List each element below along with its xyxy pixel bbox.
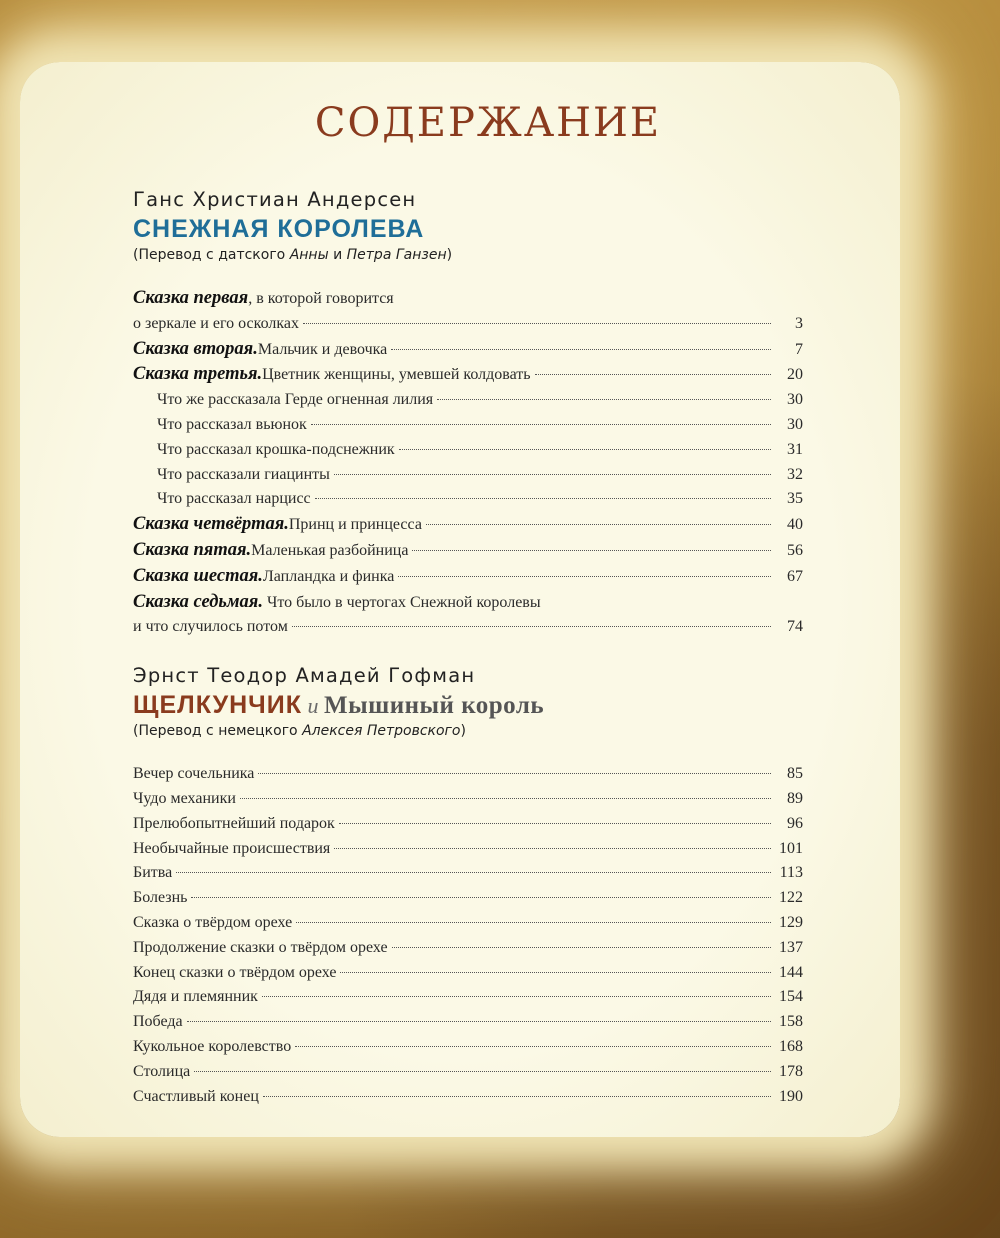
table-of-contents (133, 100, 803, 1109)
translator-name: Анны (289, 247, 329, 263)
dot-leader (311, 424, 771, 425)
dot-leader (437, 399, 771, 400)
page-number: 85 (787, 765, 803, 783)
chapter-title: Чудо механики (133, 789, 236, 807)
toc-entry[interactable] (133, 286, 803, 337)
subentry-title: Что рассказали гиацинты (157, 465, 330, 483)
chapter-title: Необычайные происшествия (133, 839, 331, 857)
toc-entry[interactable] (133, 512, 803, 538)
chapter-title: Вечер сочельника (133, 765, 255, 783)
translation-mid: и (328, 247, 347, 263)
subentry-title: Что рассказал вьюнок (157, 415, 307, 433)
chapter-title: Прелюбопытнейший подарок (133, 814, 335, 832)
toc-entry[interactable] (133, 1035, 803, 1060)
dot-leader (258, 773, 771, 774)
toc-subentry[interactable] (133, 438, 803, 463)
author-name: Ганс Христиан Андерсен (133, 188, 417, 211)
page-number: 89 (787, 789, 803, 807)
chapter-title: Лапландка и финка (262, 567, 395, 585)
chapter-title: , в которой говорится (248, 290, 394, 307)
subentry-title: Что рассказал нарцисс (157, 490, 311, 508)
toc-entry[interactable] (133, 1010, 803, 1035)
subentry-title: Что рассказал крошка-подснежник (157, 440, 395, 458)
toc-entry[interactable] (133, 911, 803, 936)
page-number: 20 (787, 366, 803, 384)
chapter-title: Конец сказки о твёрдом орехе (133, 963, 337, 981)
dot-leader (315, 498, 771, 499)
toc-entry[interactable] (133, 337, 803, 363)
translation-suffix: ) (460, 723, 466, 740)
translation-prefix: (Перевод с немецкого (133, 723, 303, 740)
toc-entry[interactable] (133, 961, 803, 986)
translator-name: Петра Ганзен (346, 247, 447, 263)
chapter-title-cont: о зеркале и его осколках (133, 314, 299, 332)
chapter-title: Что было в чертогах Снежной королевы (262, 593, 541, 611)
chapter-number: Сказка третья. (133, 364, 263, 385)
toc-entry[interactable] (133, 861, 803, 886)
page-number: 56 (787, 541, 803, 559)
toc-subentry[interactable] (133, 388, 803, 413)
dot-leader (262, 996, 771, 997)
chapter-number: Сказка вторая. (133, 338, 258, 359)
dot-leader (303, 323, 771, 324)
page-number: 74 (787, 618, 803, 636)
section-nutcracker (133, 662, 803, 1109)
dot-leader (535, 374, 771, 375)
chapter-title: Дядя и племянник (133, 988, 258, 1006)
chapter-title: Столица (133, 1062, 191, 1080)
toc-entry[interactable] (133, 538, 803, 564)
toc-entry[interactable] (133, 1060, 803, 1085)
dot-leader (296, 922, 771, 923)
chapter-title: Принц и принцесса (288, 516, 422, 534)
translation-note (133, 244, 803, 266)
dot-leader (240, 798, 771, 799)
chapter-number: Сказка четвёртая. (133, 514, 289, 535)
dot-leader (263, 1096, 771, 1097)
dot-leader (340, 972, 771, 973)
dot-leader (391, 349, 771, 350)
dot-leader (398, 576, 771, 577)
toc-entry[interactable] (133, 362, 803, 388)
toc-subentry[interactable] (133, 487, 803, 512)
page-number: 40 (787, 516, 803, 534)
book-title-conj: и (301, 693, 324, 719)
book-title: СНЕЖНАЯ КОРОЛЕВА (133, 215, 425, 243)
page-number: 158 (779, 1013, 803, 1031)
page-number: 32 (787, 465, 803, 483)
dot-leader (191, 897, 771, 898)
book-title-part: ЩЕЛКУНЧИК (133, 691, 302, 720)
page-number: 3 (795, 314, 803, 332)
author-name: Эрнст Теодор Амадей Гофман (133, 664, 476, 688)
chapter-title: Сказка о твёрдом орехе (133, 913, 293, 931)
chapter-number: Сказка шестая. (133, 565, 263, 586)
page-number: 67 (787, 567, 803, 585)
translation-prefix: (Перевод с датского (133, 247, 290, 263)
page-number: 101 (779, 839, 803, 857)
page-number: 30 (787, 391, 803, 409)
page-number: 137 (779, 938, 803, 956)
page-number: 35 (787, 490, 803, 508)
toc-entry[interactable] (133, 886, 803, 911)
chapter-title: Битва (133, 864, 173, 882)
page-number: 154 (779, 988, 803, 1006)
chapter-number: Сказка первая (133, 288, 249, 308)
section-snow-queen (133, 186, 803, 640)
page-number: 113 (779, 864, 803, 882)
subentry-title: Что же рассказала Герде огненная лилия (157, 391, 434, 409)
chapter-title: Продолжение сказки о твёрдом орехе (133, 938, 388, 956)
dot-leader (334, 848, 771, 849)
dot-leader (399, 449, 771, 450)
page-number: 168 (779, 1037, 803, 1055)
section-gap (133, 640, 803, 662)
toc-entry[interactable] (133, 812, 803, 837)
toc-list (133, 286, 803, 640)
chapter-title: Цветник женщины, умевшей колдовать (262, 366, 531, 384)
book-title-part: Мышиный король (323, 692, 545, 720)
chapter-number: Сказка седьмая. (133, 591, 263, 612)
dot-leader (339, 823, 771, 824)
page-number: 31 (787, 440, 803, 458)
toc-entry[interactable] (133, 985, 803, 1010)
book-title (133, 690, 803, 720)
chapter-number: Сказка пятая. (133, 539, 252, 560)
toc-subentry[interactable] (133, 463, 803, 488)
toc-entry[interactable] (133, 762, 803, 787)
toc-list (133, 762, 803, 1109)
dot-leader (412, 550, 771, 551)
dot-leader (426, 524, 771, 525)
page-number: 144 (779, 963, 803, 981)
toc-entry[interactable] (133, 936, 803, 961)
toc-entry[interactable] (133, 590, 803, 641)
dot-leader (392, 947, 771, 948)
toc-entry[interactable] (133, 564, 803, 590)
chapter-title: Мальчик и девочка (257, 340, 388, 358)
toc-subentry[interactable] (133, 413, 803, 438)
page-title: СОДЕРЖАНИЕ (314, 100, 662, 146)
dot-leader (295, 1046, 771, 1047)
chapter-title: Счастливый конец (133, 1087, 259, 1105)
page-number: 7 (795, 340, 803, 358)
dot-leader (334, 474, 771, 475)
page-number: 30 (787, 415, 803, 433)
chapter-title: Болезнь (133, 889, 188, 907)
page-number: 178 (779, 1062, 803, 1080)
dot-leader (292, 626, 771, 627)
page-number: 190 (779, 1087, 803, 1105)
chapter-title: Маленькая разбойница (251, 541, 409, 559)
translator-name: Алексея Петровского (302, 723, 461, 740)
dot-leader (176, 872, 771, 873)
dot-leader (194, 1071, 771, 1072)
page-number: 122 (779, 889, 803, 907)
toc-entry[interactable] (133, 837, 803, 862)
dot-leader (187, 1021, 771, 1022)
translation-note (133, 720, 803, 742)
page-number: 96 (787, 814, 803, 832)
chapter-title: Кукольное королевство (133, 1037, 292, 1055)
toc-entry[interactable] (133, 1085, 803, 1110)
page-number: 129 (779, 913, 803, 931)
translation-suffix: ) (446, 247, 453, 263)
chapter-title-cont: и что случилось потом (133, 618, 288, 636)
toc-entry[interactable] (133, 787, 803, 812)
chapter-title: Победа (133, 1013, 183, 1031)
